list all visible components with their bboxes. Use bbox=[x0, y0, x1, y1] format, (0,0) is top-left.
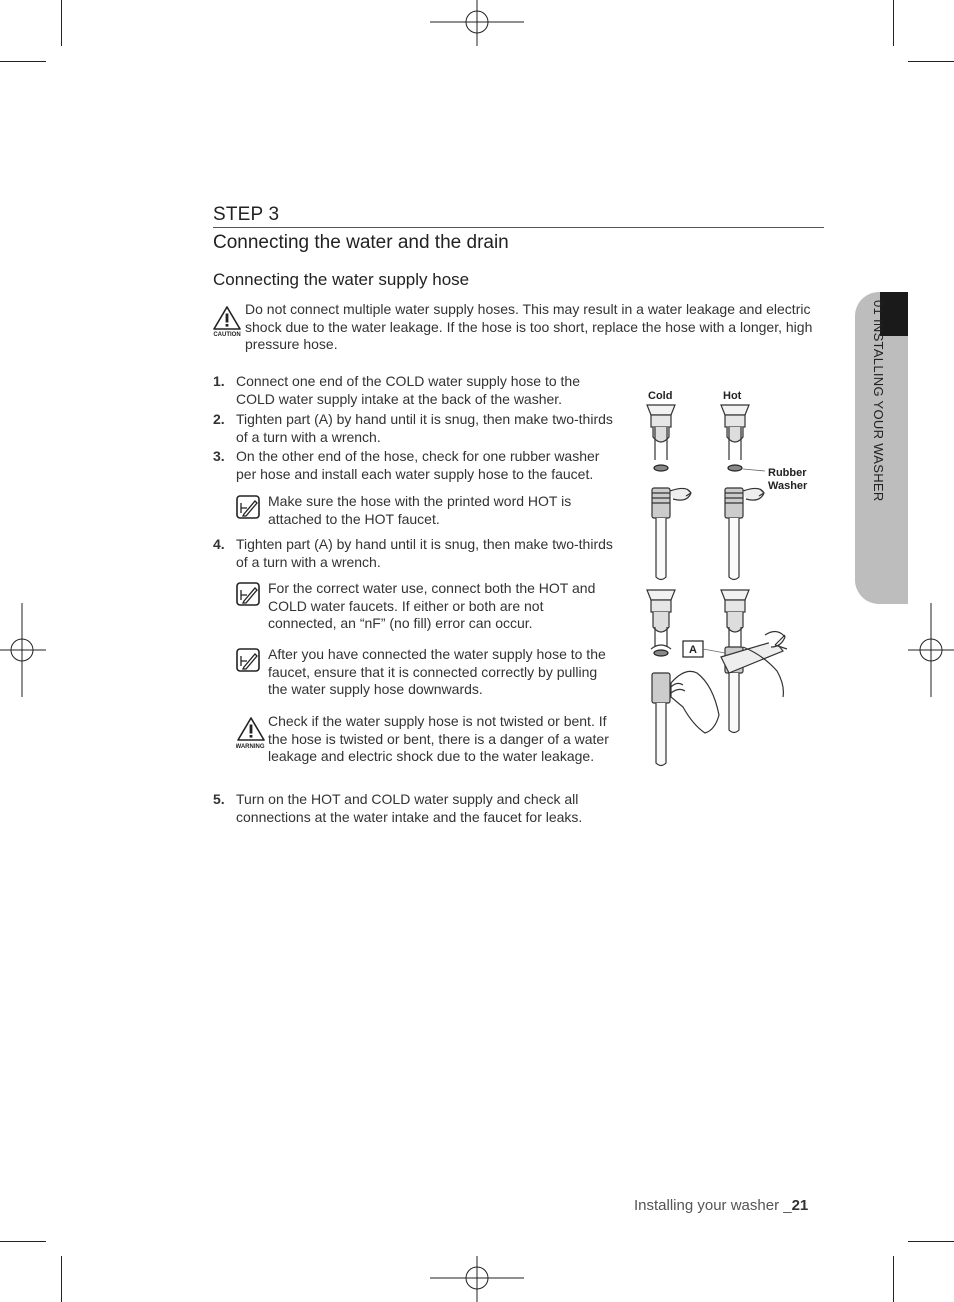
crop-mark bbox=[893, 1256, 894, 1302]
footer-text: Installing your washer _ bbox=[634, 1197, 792, 1214]
section-title: Connecting the water and the drain bbox=[213, 232, 509, 253]
hot-faucet-illustration bbox=[721, 405, 765, 580]
note-icon bbox=[236, 648, 260, 672]
subsection-title: Connecting the water supply hose bbox=[213, 270, 470, 289]
cold-label: Cold bbox=[648, 390, 673, 402]
hose-connection-illustration bbox=[625, 385, 820, 770]
note-icon bbox=[236, 582, 260, 606]
crop-mark bbox=[908, 1241, 954, 1242]
step-text: Tighten part (A) by hand until it is snug, then make two-thirds of a turn with a wrench. bbox=[236, 411, 613, 445]
warning-text: Check if the water supply hose is not twisted or bent. If the hose is twisted or bent, there is a danger of a water leakage and electric shock due to the water leakage. bbox=[268, 713, 609, 764]
registration-mark-top bbox=[430, 0, 524, 46]
registration-mark-left bbox=[0, 603, 46, 697]
page-number: 21 bbox=[791, 1197, 809, 1214]
note-text: For the correct water use, connect both the HOT and COLD water faucets. If either or both are not connected, an “nF” (no fill) error can occur. bbox=[268, 580, 596, 631]
caution-text: Do not connect multiple water supply hoses. This may result in a water leakage and electric shock due to the water leakage. If the hose is too short, replace the hose with a longer, high pressure hose. bbox=[245, 301, 813, 352]
step-text: Connect one end of the COLD water supply hose to the COLD water supply intake at the back of the washer. bbox=[236, 373, 580, 407]
cold-faucet-hand-illustration bbox=[647, 590, 719, 766]
crop-mark bbox=[0, 61, 46, 62]
step-label: STEP 3 bbox=[213, 204, 280, 225]
note-text: After you have connected the water supply hose to the faucet, ensure that it is connected correctly by pulling the water supply hose downwards. bbox=[268, 646, 606, 697]
note-icon bbox=[236, 495, 260, 519]
step-number: 5. bbox=[213, 791, 225, 807]
crop-mark bbox=[908, 61, 954, 62]
heading-rule bbox=[213, 227, 824, 228]
step-number: 2. bbox=[213, 411, 225, 427]
cold-faucet-illustration bbox=[647, 405, 691, 580]
chapter-tab-label: 01 INSTALLING YOUR WASHER bbox=[871, 300, 886, 502]
crop-mark bbox=[61, 0, 62, 46]
step-number: 1. bbox=[213, 373, 225, 389]
step-text: On the other end of the hose, check for one rubber washer per hose and install each water supply hose to the faucet. bbox=[236, 448, 600, 482]
warning-icon bbox=[236, 716, 266, 750]
warning-icon-label: WARNING bbox=[236, 744, 265, 750]
step-number: 3. bbox=[213, 448, 225, 464]
rubber-washer-label-line2: Washer bbox=[768, 480, 808, 492]
hot-faucet-wrench-illustration bbox=[721, 590, 787, 733]
crop-mark bbox=[0, 1241, 46, 1242]
crop-mark bbox=[61, 1256, 62, 1302]
step-text: Turn on the HOT and COLD water supply and check all connections at the water intake and the faucet for leaks. bbox=[236, 791, 583, 825]
registration-mark-bottom bbox=[430, 1256, 524, 1302]
step-number: 4. bbox=[213, 536, 225, 552]
note-text: Make sure the hose with the printed word HOT is attached to the HOT faucet. bbox=[268, 493, 572, 527]
caution-icon-label: CAUTION bbox=[213, 332, 241, 337]
crop-mark bbox=[893, 0, 894, 46]
registration-mark-right bbox=[908, 603, 954, 697]
rubber-washer-label-line1: Rubber bbox=[768, 467, 807, 479]
page-footer bbox=[634, 1197, 808, 1214]
hot-label: Hot bbox=[723, 390, 742, 402]
caution-icon bbox=[212, 305, 242, 337]
part-a-label: A bbox=[689, 644, 697, 656]
step-text: Tighten part (A) by hand until it is snug, then make two-thirds of a turn with a wrench. bbox=[236, 536, 613, 570]
